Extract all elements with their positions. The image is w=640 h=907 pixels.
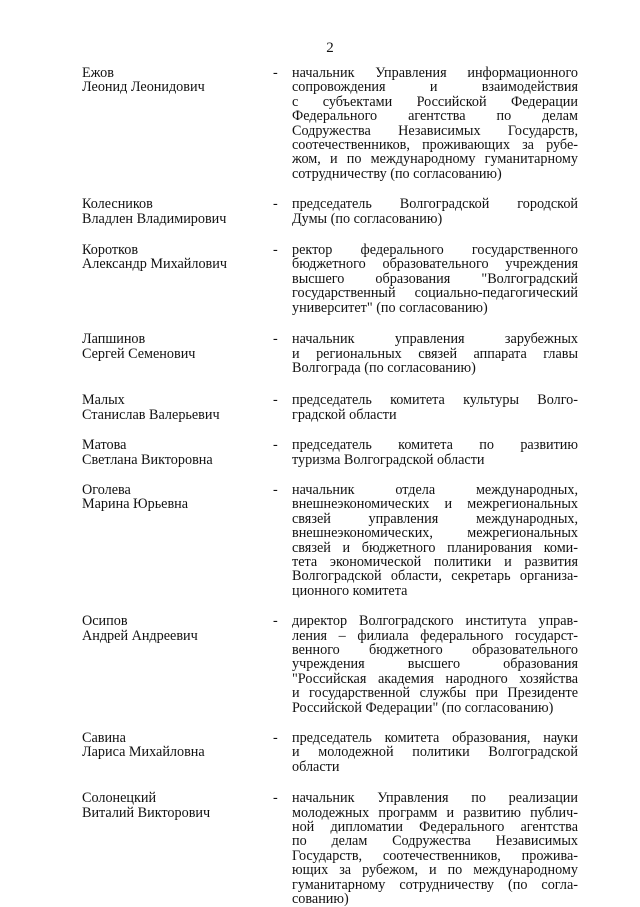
separator-dash: - [273,481,278,498]
position-line: начальник Управления информационного [292,65,578,81]
position-line: и молодежной политики Волгоградской [292,744,578,761]
member-given-names: Андрей Андреевич [82,627,198,644]
position-line: председатель комитета культуры Волго- [292,392,578,409]
position-line: ющих за рубежом, и по международному [292,862,578,879]
member-surname: Малых [82,392,125,409]
separator-dash: - [273,613,278,630]
member-given-names: Марина Юрьевна [82,496,189,513]
separator-dash: - [273,392,278,409]
member-name [82,614,272,643]
member-given-names: Станислав Валерьевич [82,406,220,423]
member-entry [82,66,578,181]
position-line: соотечественников, проживающих за рубе- [292,137,578,154]
member-position [292,614,578,715]
member-position [292,791,578,906]
position-line: связей и бюджетного планирования коми- [292,539,578,556]
separator-dash: - [273,331,278,348]
position-line: гуманитарному сотрудничеству (по согла- [292,876,578,893]
position-line: государственный социально-педагогический [292,285,578,302]
member-entry [82,731,578,774]
member-surname: Солонецкий [82,790,157,807]
member-surname: Колесников [82,196,153,213]
position-line: и государственной службы при Президенте [292,685,578,702]
position-line: директор Волгоградского института управ- [292,613,578,630]
page-number: 2 [326,40,334,56]
position-line: сопровождения и взаимодействия [292,79,578,96]
member-given-names: Светлана Викторовна [82,451,213,468]
position-line: ционного комитета [292,582,408,599]
position-line: "Российская академия народного хозяйства [292,670,578,687]
member-surname: Матова [82,437,127,454]
position-line: туризма Волгоградской области [292,451,485,468]
position-line: молодежных программ и развитию публич- [292,804,578,821]
position-line: Российской Федерации" (по согласованию) [292,699,554,716]
position-line: тета экономической политики и развития [292,553,578,570]
member-entry [82,332,578,375]
member-surname: Ежов [82,65,114,81]
member-surname: Лапшинов [82,331,146,348]
position-line: ления – филиала федерального государст- [292,627,578,644]
separator-dash: - [273,65,278,81]
member-name [82,393,272,422]
position-line: университет" (по согласованию) [292,299,488,316]
member-position [292,438,578,467]
member-entry [82,791,578,906]
separator-dash: - [273,242,278,259]
position-line: учреждения высшего образования [292,656,578,673]
member-position [292,243,578,315]
member-surname: Осипов [82,613,128,630]
position-line: начальник отдела международных, [292,481,578,498]
separator-dash: - [273,790,278,807]
member-name [82,438,272,467]
member-surname: Савина [82,730,126,747]
position-line: сотрудничеству (по согласованию) [292,165,502,182]
member-name [82,731,272,760]
member-given-names: Виталий Викторович [82,804,211,821]
member-name [82,197,272,226]
member-name [82,243,272,272]
member-name [82,66,272,95]
member-name [82,791,272,820]
position-line: Содружества Независимых Государств, [292,122,578,139]
position-line: Государств, соотечественников, прожива- [292,847,578,864]
position-line: ректор федерального государственного [292,242,578,259]
member-position [292,66,578,181]
position-line: начальник Управления по реализации [292,790,578,807]
committee-member-list [82,66,578,907]
position-line: Волгоградской области, секретарь организа- [292,568,578,585]
position-line: жом, и по международному гуманитарному [292,151,578,168]
member-given-names: Александр Михайлович [82,256,227,273]
member-name [82,332,272,361]
position-line: председатель Волгоградской городской [292,196,578,213]
position-line: связей управления международных, [292,510,578,527]
member-entry [82,614,578,715]
position-line: внешнеэкономических, межрегиональных [292,525,578,542]
member-entry [82,393,578,422]
member-entry [82,243,578,315]
member-given-names: Сергей Семенович [82,345,196,362]
position-line: и региональных связей аппарата главы [292,345,578,362]
member-position [292,332,578,375]
member-given-names: Владлен Владимирович [82,210,227,227]
member-position [292,393,578,422]
position-line: ной дипломатии Федерального агентства [292,819,578,836]
position-line: Федерального агентства по делам [292,108,578,125]
member-position [292,731,578,774]
separator-dash: - [273,437,278,454]
position-line: начальник управления зарубежных [292,331,578,348]
member-entry [82,438,578,467]
member-name [82,483,272,512]
position-line: градской области [292,406,397,423]
position-line: высшего образования "Волгоградский [292,270,578,287]
position-line: председатель комитета образования, науки [292,730,578,747]
position-line: Думы (по согласованию) [292,210,443,227]
member-surname: Коротков [82,242,139,259]
position-line: области [292,758,340,775]
position-line: сованию) [292,891,349,907]
separator-dash: - [273,730,278,747]
member-given-names: Леонид Леонидович [82,79,205,96]
position-line: Волгограда (по согласованию) [292,359,476,376]
position-line: внешнеэкономических и межрегиональных [292,496,578,513]
position-line: с субъектами Российской Федерации [292,93,578,110]
member-surname: Оголева [82,481,131,498]
member-entry [82,197,578,226]
member-given-names: Лариса Михайловна [82,744,205,761]
member-position [292,197,578,226]
position-line: бюджетного образовательного учреждения [292,256,578,273]
separator-dash: - [273,196,278,213]
member-position [292,483,578,598]
position-line: венного бюджетного образовательного [292,642,578,658]
member-entry [82,483,578,598]
position-line: председатель комитета по развитию [292,437,578,454]
position-line: по делам Содружества Независимых [292,833,578,850]
